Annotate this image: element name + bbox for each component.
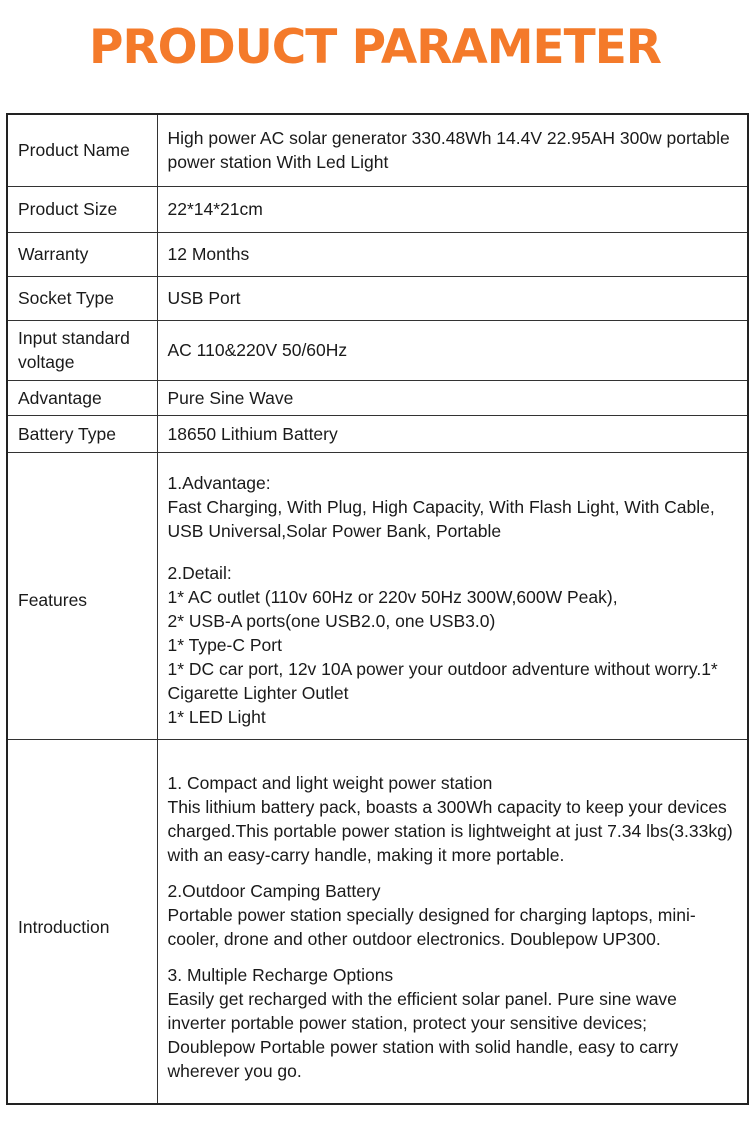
features-label: Features: [7, 452, 157, 739]
table-row: [7, 320, 748, 380]
row-value: 18650 Lithium Battery: [157, 415, 748, 452]
intro-text: Portable power station specially designed for charging laptops, mini-cooler, drone and other outdoor electronics. Doublepow UP300.: [167, 905, 696, 950]
table-row: [7, 415, 748, 452]
introduction-label: Introduction: [7, 739, 157, 1104]
detail-line: 1* Type-C Port: [167, 635, 282, 655]
page-title: PRODUCT PARAMETER: [89, 20, 661, 75]
parameter-table: [6, 113, 749, 1105]
detail-line: 1* LED Light: [167, 707, 266, 727]
detail-line: 1* DC car port, 12v 10A power your outdoor adventure without worry.1* Cigarette Lighter Outlet: [167, 659, 718, 703]
row-value: 22*14*21cm: [157, 186, 748, 232]
table-row: [7, 276, 748, 320]
row-label: Input standard voltage: [7, 320, 157, 380]
row-value: AC 110&220V 50/60Hz: [157, 320, 748, 380]
row-label: Socket Type: [7, 276, 157, 320]
row-value: High power AC solar generator 330.48Wh 14.4V 22.95AH 300w portable power station With Led Light: [157, 114, 748, 186]
table-row: [7, 380, 748, 415]
row-label: Product Name: [7, 114, 157, 186]
row-label: Battery Type: [7, 415, 157, 452]
intro-text: This lithium battery pack, boasts a 300Wh capacity to keep your devices charged.This portable power station is lightweight at just 7.34 lbs(3.33kg) with an easy-carry handle, making it more portable.: [167, 797, 733, 866]
introduction-row: [7, 739, 748, 1104]
row-label: Advantage: [7, 380, 157, 415]
features-row: [7, 452, 748, 739]
table-row: [7, 186, 748, 232]
row-label: Product Size: [7, 186, 157, 232]
row-value: USB Port: [157, 276, 748, 320]
table-row: [7, 232, 748, 276]
row-value: 12 Months: [157, 232, 748, 276]
intro-heading: 1. Compact and light weight power station: [167, 773, 493, 794]
detail-line: 1* AC outlet (110v 60Hz or 220v 50Hz 300W,600W Peak),: [167, 587, 618, 607]
row-label: Warranty: [7, 232, 157, 276]
intro-heading: 3. Multiple Recharge Options: [167, 965, 394, 986]
row-value: Pure Sine Wave: [157, 380, 748, 415]
table-row: [7, 114, 748, 186]
detail-heading: 2.Detail:: [167, 563, 232, 583]
intro-heading: 2.Outdoor Camping Battery: [167, 881, 381, 902]
advantage-heading: 1.Advantage:: [167, 473, 271, 493]
intro-text: Easily get recharged with the efficient solar panel. Pure sine wave inverter portable power station, protect your sensitive devices; Doublepow Portable power station with solid handle, easy to carry wherever you go.: [167, 989, 679, 1082]
advantage-text: Fast Charging, With Plug, High Capacity, With Flash Light, With Cable, USB Universal,Solar Power Bank, Portable: [167, 497, 715, 541]
detail-line: 2* USB-A ports(one USB2.0, one USB3.0): [167, 611, 496, 631]
